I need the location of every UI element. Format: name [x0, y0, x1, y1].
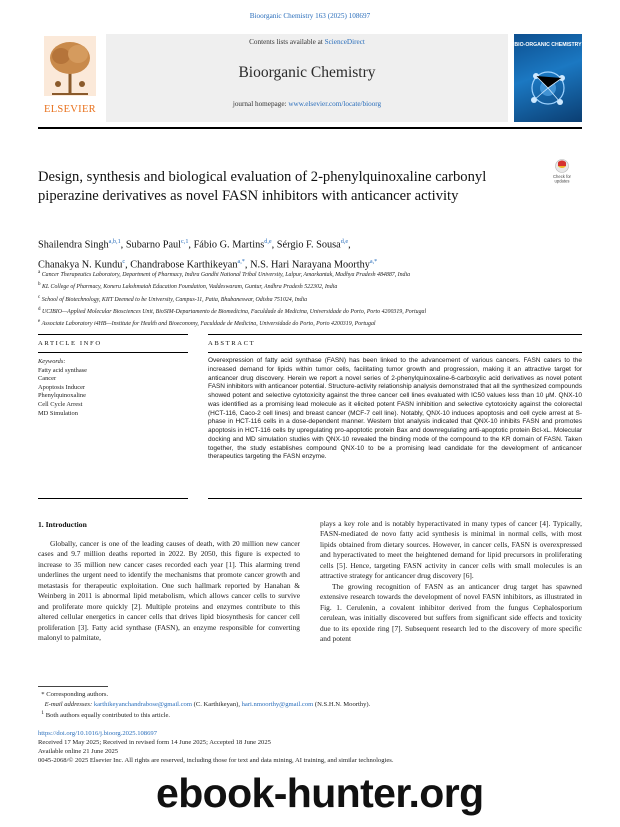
author-affil-sup[interactable]: c: [122, 257, 126, 265]
email-link[interactable]: hari.nmoorthy@gmail.com: [241, 700, 314, 708]
watermark: ebook-hunter.org: [156, 770, 484, 816]
publication-info: [38, 729, 582, 765]
footnotes: [38, 690, 582, 721]
keyword-item: Apoptosis Inducer: [38, 383, 86, 391]
check-badge-line2: updates: [554, 178, 570, 184]
check-badge-line1: Check for: [553, 174, 571, 179]
contents-line: Contents lists available at ScienceDirect: [249, 38, 365, 46]
doi-link[interactable]: https://doi.org/10.1016/j.bioorg.2025.108697: [38, 730, 157, 737]
author-affil-sup[interactable]: c,1: [181, 238, 189, 245]
equal-contribution-footnote: $^1$ Both authors equally contributed to this article.: [41, 710, 171, 720]
abstract-text: Overexpression of fatty acid synthase (FASN) has been linked to the advancement of various cancers. FASN caters to the increased demand for lipids within tumor cells, facilitating tumor growth and progression, making it an attractive target for anticancer drug discovery. Herein we report a novel series of 2-phenylquinoxaline-6-carboxylic acid derivatives as novel potent FASN inhibitors with anticancer potential. Structure-activity relationship analysis demonstrated that all the synthesized compounds showed potent and selective cytotoxicity against the three cancer cell lines evaluated with IC50 values less than 10 μM. QNX-10 was identified as a promising lead molecule as it elicited potent FASN inhibition and selective cytotoxicity against the colorectal (HCT-116, Caco-2 cell lines) and breast cancer (MCF-7 cell line). Notably, QNX-10 induces apoptosis and cell cycle arrest at S-phase in HCT-116 cells in a dose-dependent manner. Western blot analysis indicated that QNX-10 inhibits FASN and promotes apoptosis in HCT-116 cells by upregulating pro-apoptotic protein Bax and downregulating anti-apoptotic protein Bcl-xL. Molecular docking and MD simulation studies with QNX-10 revealed the binding mode of the compound to the KR domain of FASN. Taken together, the study establishes compound QNX-10 to be a promising lead candidate for the development of anticancer therapeutics targeting the FASN enzyme.: [208, 357, 582, 461]
keywords-label: Keywords:: [38, 358, 66, 365]
keywords-block: [38, 358, 188, 418]
author-affil-sup[interactable]: d,e: [340, 238, 349, 245]
introduction-heading: 1. Introduction: [38, 520, 87, 529]
molecule-art-icon: [522, 60, 574, 116]
available-online: Available online 21 June 2025: [38, 748, 119, 755]
author-name[interactable]: Shailendra Singh: [38, 239, 109, 251]
footnote-rule: [38, 686, 108, 687]
author-name[interactable]: Chandrabose Karthikeyan: [130, 259, 238, 271]
homepage-line: journal homepage: www.elsevier.com/locate/bioorg: [232, 100, 382, 108]
article-info-rule: [38, 334, 188, 335]
affiliation-item: $^c$ School of Biotechnology, KIIT Deemed to be University, Campus-11, Patia, Bhubaneswar, Odisha 751024, India: [38, 294, 308, 303]
journal-name: Bioorganic Chemistry: [238, 64, 376, 81]
keyword-item: Cancer: [38, 375, 57, 383]
elsevier-wordmark: ELSEVIER: [44, 104, 96, 115]
author-affil-sup[interactable]: a,*: [237, 257, 245, 265]
abstract-bottom-rule: [208, 498, 582, 499]
keyword-item: Cell Cycle Arrest: [38, 400, 83, 408]
author-affil-sup[interactable]: d,e: [264, 238, 272, 245]
affiliation-item: $^b$ KL College of Pharmacy, Koneru Lakshmaiah Education Foundation, Vaddeswaram, Guntur, Andhra Pradesh 522302, India: [38, 282, 338, 291]
header-rule: [38, 127, 582, 129]
article-title: Design, synthesis and biological evaluation of 2-phenylquinoxaline carbonyl piperazine derivatives as novel FASN inhibitors with anticancer activity: [38, 169, 487, 204]
article-info-heading: ARTICLE INFO: [38, 340, 102, 347]
author-name[interactable]: Chanakya N. Kundu: [38, 259, 123, 271]
email-link[interactable]: karthikeyanchandrabose@gmail.com: [93, 700, 192, 708]
author-name[interactable]: N.S. Hari Narayana Moorthy: [250, 259, 370, 271]
intro-left-column: [38, 539, 300, 644]
cover-title: BIO-ORGANIC CHEMISTRY: [514, 42, 582, 48]
keyword-item: Phenylquinoxaline: [38, 392, 86, 400]
abstract-heading: ABSTRACT: [208, 340, 256, 347]
article-info-bottom-rule: [38, 498, 188, 499]
elsevier-tree-icon: [44, 36, 96, 96]
masthead-center: [106, 34, 508, 122]
affiliation-item: $^a$ Cancer Therapeutics Laboratory, Department of Pharmacy, Indira Gandhi National Tribal University, Lalpur, Amarkantak, Madhya Pradesh 484887, India: [38, 270, 411, 278]
abstract-subrule: [208, 352, 582, 353]
received-dates: Received 17 May 2025; Received in revised form 14 June 2025; Accepted 18 June 2025: [38, 739, 271, 746]
sciencedirect-link[interactable]: ScienceDirect: [324, 38, 365, 46]
homepage-link[interactable]: www.elsevier.com/locate/bioorg: [288, 100, 382, 108]
elsevier-logo[interactable]: [38, 34, 102, 122]
keyword-item: MD Simulation: [38, 409, 78, 417]
affiliations: [38, 268, 582, 329]
masthead: [38, 34, 582, 122]
keyword-item: Fatty acid synthase: [38, 366, 87, 374]
author-list: Shailendra Singh$^{a,b,1}$, Subarno Paul$^{c,1}$, Fábio G. Martins$^{d,e}$, Sérgio F. Sousa$^{d,e}$, Chanakya N. Kundu$^c$, Chandrabose Karthikeyan$^{a,*}$, N.S. Hari Narayana Moorthy$^{a,*}$: [38, 238, 378, 271]
author-affil-sup[interactable]: a,*: [369, 257, 378, 265]
intro-paragraph: Globally, cancer is one of the leading causes of death, with 20 million new cancer cases and 9.7 million deaths reported in 2022. By 2050, this figure is expected to increase to 35 million new cancer cases recorded each year [1]. This alarming trend underlines the urgent need to identify the mechanisms that promote cancer growth and metastasis for therapeutic exploitation. One such hallmark reported by Hanahan & Weinberg in 2011 is abnormal lipid metabolism, which allows cancer cells to survive and proliferate more quickly [2]. Multiple proteins and enzymes contribute to this altered cellular energetics in cancer cells that drives lipid biosynthesis for cancer cell proliferation [3]. Fatty acid synthase (FASN), an enzyme responsible for converting malonyl to palmitate,: [38, 539, 300, 643]
affiliation-item: $^d$ UCIBIO—Applied Molecular Biosciences Unit, BioSIM-Departamento de Biomedicina, Faculdade de Medicina, Universidade do Porto, Porto 4200319, Portugal: [38, 306, 427, 315]
abstract-rule: [208, 334, 582, 335]
journal-cover[interactable]: [514, 34, 582, 122]
author-name[interactable]: Subarno Paul: [125, 239, 182, 251]
journal-citation[interactable]: Bioorganic Chemistry 163 (2025) 108697: [249, 12, 371, 20]
affiliation-item: $^e$ Associate Laboratory i4HB—Institute for Health and Bioeconomy, Faculdade de Medicina, Universidade do Porto, Porto 4200319, Portugal: [38, 319, 376, 328]
article-info-subrule: [38, 352, 188, 353]
intro-paragraph: plays a key role and is notably hyperactivated in many types of cancer [4]. Typically, FASN-mediated de novo fatty acid synthesis is minimal in normal cells, with most lipids obtained from dietary sources. However, in cancer cells, FASN is overexpressed and hyperactivated to meet the heightened demand for lipid precursors in proliferating cells [5]. Hence, targeting FASN activity in cancer cells with small molecules is an attractive strategy for anticancer drug discovery [6].: [320, 519, 582, 581]
intro-paragraph: The growing recognition of FASN as an anticancer drug target has spawned extensive research towards the development of novel FASN inhibitors, as illustrated in Fig. 1. Cerulenin, a covalent inhibitor derived from the fungus Cephalosporium cerulean, was initially discovered but suffers from significant side effects and toxicity due to its epoxide ring [7]. Subsequent research led to the discovery of more specific and potent: [320, 581, 582, 643]
author-affil-sup[interactable]: a,b,1: [108, 238, 121, 245]
intro-right-column: [320, 519, 582, 644]
author-name[interactable]: Sérgio F. Sousa: [276, 239, 341, 251]
corresponding-footnote: * Corresponding authors.: [38, 691, 109, 698]
copyright: 0045-2068/© 2025 Elsevier Inc. All rights are reserved, including those for text and data mining, AI training, and similar technologies.: [38, 757, 394, 764]
check-for-updates-icon: [546, 158, 578, 184]
check-for-updates-badge[interactable]: [546, 158, 578, 184]
author-name[interactable]: Fábio G. Martins: [193, 239, 265, 251]
email-footnote: E-mail addresses: karthikeyanchandrabose@gmail.com (C. Karthikeyan), hari.nmoorthy@gmail.com (N.S.H.N. Moorthy).: [44, 700, 371, 708]
